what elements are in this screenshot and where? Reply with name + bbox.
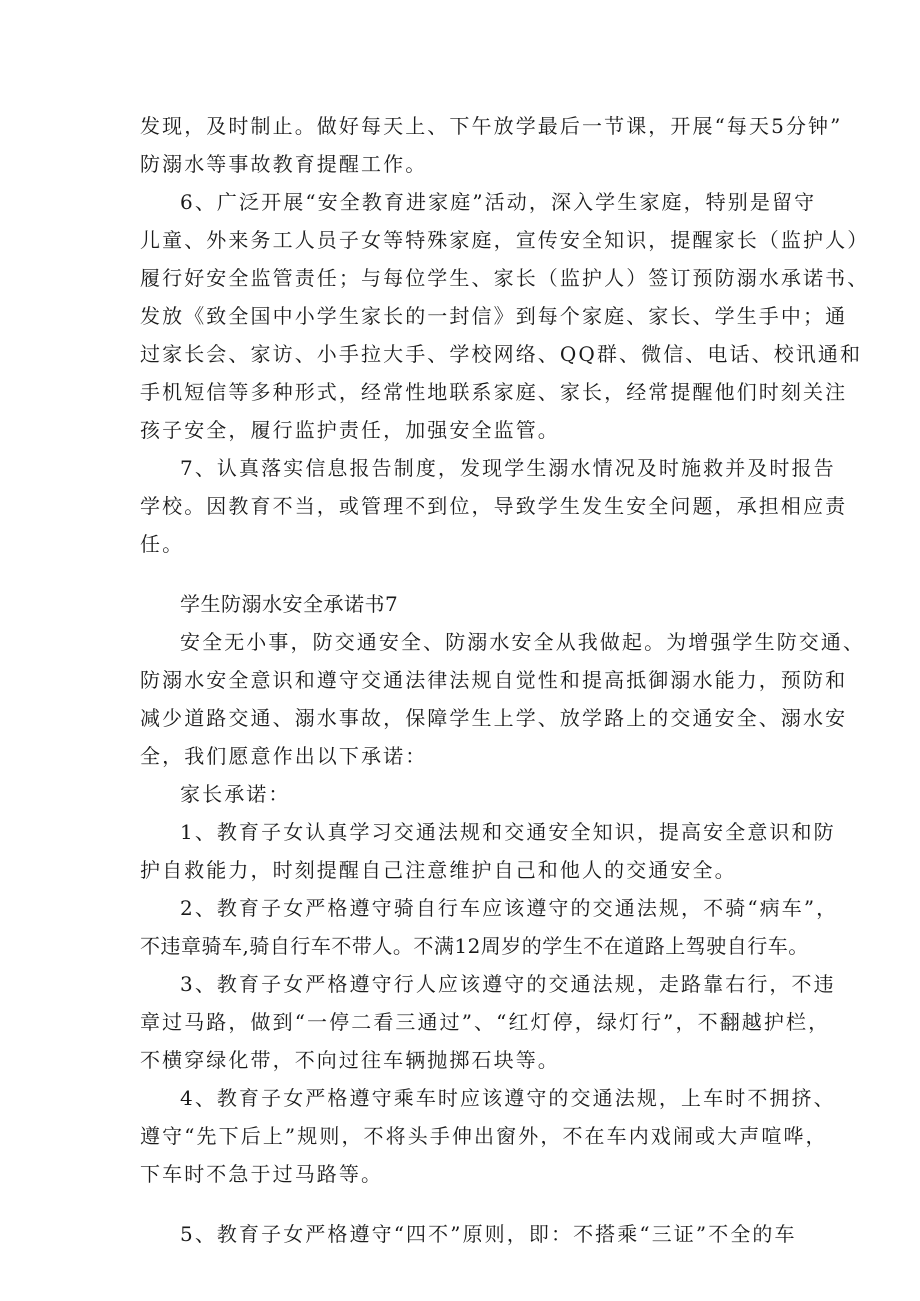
text-line: 不违章骑车,骑自行车不带人。不满12周岁的学生不在道路上驾驶自行车。: [140, 934, 809, 958]
paragraph-7-start: 7、认真落实信息报告制度，发现学生溺水情况及时施救并及时报告: [180, 456, 836, 480]
item-2-start: 2、教育子女严格遵守骑自行车应该遵守的交通法规，不骑“病车”，: [180, 896, 839, 920]
text-line: 发现，及时制止。做好每天上、下午放学最后一节课，开展“每天5分钟”: [140, 114, 843, 138]
text-line: 防溺水等事故教育提醒工作。: [140, 152, 428, 176]
text-line: 履行好安全监管责任；与每位学生、家长（监护人）签订预防溺水承诺书、: [140, 266, 870, 290]
text-line: 章过马路，做到“一停二看三通过”、“红灯停，绿灯行”，不翻越护栏，: [140, 1010, 831, 1034]
text-line: 学校。因教育不当，或管理不到位，导致学生发生安全问题，承担相应责: [140, 494, 848, 518]
text-line: 任。: [140, 532, 185, 556]
text-line: 全，我们愿意作出以下承诺：: [140, 744, 428, 768]
text-line: 下车时不急于过马路等。: [140, 1162, 384, 1186]
paragraph-6-start: 6、广泛开展“安全教育进家庭”活动，深入学生家庭，特别是留守: [180, 190, 817, 214]
text-line: 减少道路交通、溺水事故，保障学生上学、放学路上的交通安全、溺水安: [140, 706, 848, 730]
text-line: 防溺水安全意识和遵守交通法律法规自觉性和提高抵御溺水能力，预防和: [140, 668, 848, 692]
text-line: 过家长会、家访、小手拉大手、学校网络、QQ群、微信、电话、校讯通和: [140, 342, 863, 366]
parent-promise-heading: 家长承诺：: [180, 782, 291, 806]
text-line: 孩子安全，履行监护责任，加强安全监管。: [140, 418, 560, 442]
text-line: 不横穿绿化带，不向过往车辆抛掷石块等。: [140, 1048, 560, 1072]
item-5-start: 5、教育子女严格遵守“四不”原则，即：不搭乘“三证”不全的车: [180, 1222, 797, 1246]
text-line: 护自救能力，时刻提醒自己注意维护自己和他人的交通安全。: [140, 858, 737, 882]
section-heading: 学生防溺水安全承诺书7: [180, 592, 399, 616]
text-line: 儿童、外来务工人员子女等特殊家庭，宣传安全知识，提醒家长（监护人）: [140, 228, 870, 252]
item-3-start: 3、教育子女严格遵守行人应该遵守的交通法规，走路靠右行，不违: [180, 972, 836, 996]
text-line: 发放《致全国中小学生家长的一封信》到每个家庭、家长、学生手中；通: [140, 304, 848, 328]
item-4-start: 4、教育子女严格遵守乘车时应该遵守的交通法规，上车时不拥挤、: [180, 1086, 836, 1110]
text-line: 遵守“先下后上”规则，不将头手伸出窗外，不在车内戏闹或大声喧哗，: [140, 1124, 828, 1148]
item-1-start: 1、教育子女认真学习交通法规和交通安全知识，提高安全意识和防: [180, 820, 836, 844]
text-line: 手机短信等多种形式，经常性地联系家庭、家长，经常提醒他们时刻关注: [140, 380, 848, 404]
intro-paragraph-start: 安全无小事，防交通安全、防溺水安全从我做起。为增强学生防交通、: [180, 630, 866, 654]
